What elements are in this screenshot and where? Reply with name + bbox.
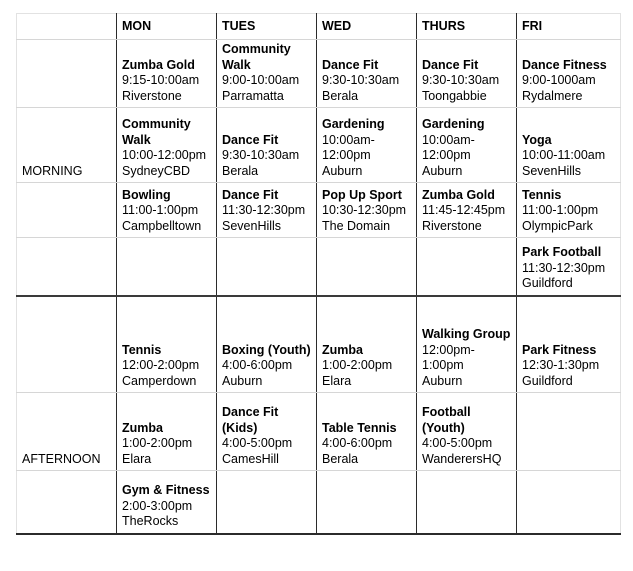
period-label-morning: [17, 108, 117, 183]
activity-time: 10:00am-12:00pm: [422, 132, 475, 163]
activity-time: 10:00am-12:00pm: [322, 132, 375, 163]
column-header-tues: TUES: [217, 14, 317, 40]
column-header-thurs: THURS: [417, 14, 517, 40]
activity-location: SevenHills: [222, 218, 282, 233]
timetable-cell-empty-fri: [517, 393, 621, 471]
activity-title: Dance Fit: [322, 57, 379, 72]
activity-time: 1:00-2:00pm: [322, 358, 393, 373]
activity-timetable: [16, 13, 621, 535]
timetable-cell-tues[interactable]: [217, 393, 317, 471]
activity-location: SevenHills: [522, 163, 582, 178]
activity-title: Tennis: [522, 187, 562, 202]
activity-time: 9:15-10:00am: [122, 73, 200, 88]
activity-location: Rydalmere: [522, 88, 583, 103]
activity-time: 12:30-1:30pm: [522, 358, 600, 373]
activity-location: Berala: [322, 451, 359, 466]
timetable-cell-mon[interactable]: [117, 108, 217, 183]
activity-title: Zumba Gold: [122, 57, 195, 72]
activity-title: Table Tennis: [322, 420, 397, 435]
timetable-cell-wed[interactable]: [317, 183, 417, 238]
period-label-empty: [17, 238, 117, 296]
activity-location: Guildford: [522, 276, 573, 291]
activity-time: 4:00-6:00pm: [222, 358, 293, 373]
activity-time: 2:00-3:00pm: [122, 498, 193, 513]
activity-location: Campbelltown: [122, 218, 202, 233]
timetable-row: [17, 296, 621, 393]
timetable-cell-empty-tues: [217, 238, 317, 296]
timetable-cell-fri[interactable]: [517, 238, 621, 296]
timetable-cell-tues[interactable]: [217, 108, 317, 183]
activity-time: 9:00-1000am: [522, 73, 596, 88]
timetable-cell-wed[interactable]: [317, 393, 417, 471]
activity-location: Berala: [322, 88, 359, 103]
activity-location: TheRocks: [122, 514, 179, 529]
period-label-empty: [17, 183, 117, 238]
activity-title: Gardening: [422, 117, 485, 131]
activity-location: CamesHill: [222, 451, 279, 466]
timetable-body: [17, 14, 621, 534]
timetable-cell-thurs[interactable]: [417, 183, 517, 238]
timetable-cell-mon[interactable]: [117, 40, 217, 108]
activity-location: WanderersHQ: [422, 451, 502, 466]
activity-location: Guildford: [522, 373, 573, 388]
activity-time: 12:00pm-1:00pm: [422, 342, 475, 373]
timetable-row: [17, 393, 621, 471]
activity-title: Walking Group: [422, 327, 511, 341]
activity-time: 10:00-11:00am: [522, 148, 606, 163]
period-label-empty: [17, 40, 117, 108]
column-header-period: [17, 14, 117, 40]
activity-title: Park Fitness: [522, 342, 597, 357]
activity-location: SydneyCBD: [122, 163, 191, 178]
timetable-cell-thurs[interactable]: [417, 393, 517, 471]
timetable-cell-fri[interactable]: [517, 108, 621, 183]
activity-location: Berala: [222, 163, 259, 178]
activity-title: Dance Fit (Kids): [222, 405, 279, 435]
activity-location: Elara: [122, 451, 152, 466]
activity-title: Yoga: [522, 132, 552, 147]
activity-location: Camperdown: [122, 373, 197, 388]
column-header-wed: WED: [317, 14, 417, 40]
activity-time: 9:00-10:00am: [222, 73, 300, 88]
activity-location: The Domain: [322, 218, 391, 233]
activity-time: 4:00-6:00pm: [322, 436, 393, 451]
activity-time: 4:00-5:00pm: [222, 436, 293, 451]
activity-location: Toongabbie: [422, 88, 487, 103]
timetable-cell-empty-wed: [317, 238, 417, 296]
activity-title: Gardening: [322, 117, 385, 131]
timetable-row: [17, 40, 621, 108]
activity-location: Riverstone: [122, 88, 182, 103]
activity-location: Riverstone: [422, 218, 482, 233]
column-header-mon: MON: [117, 14, 217, 40]
activity-title: Dance Fitness: [522, 57, 607, 72]
activity-location: Auburn: [322, 163, 363, 178]
activity-time: 12:00-2:00pm: [122, 358, 200, 373]
activity-time: 11:00-1:00pm: [522, 203, 599, 218]
activity-time: 1:00-2:00pm: [122, 436, 193, 451]
activity-title: Community Walk: [222, 42, 291, 72]
timetable-cell-mon[interactable]: [117, 296, 217, 393]
activity-time: 11:30-12:30pm: [222, 203, 306, 218]
timetable-cell-fri[interactable]: [517, 40, 621, 108]
period-label-empty: [17, 471, 117, 534]
activity-time: 9:30-10:30am: [222, 148, 300, 163]
activity-title: Dance Fit: [222, 187, 279, 202]
timetable-cell-empty-wed: [317, 471, 417, 534]
activity-title: Football (Youth): [422, 405, 471, 435]
activity-time: 4:00-5:00pm: [422, 436, 493, 451]
activity-title: Dance Fit: [222, 132, 279, 147]
activity-location: Parramatta: [222, 88, 284, 103]
timetable-cell-thurs[interactable]: [417, 108, 517, 183]
activity-title: Gym & Fitness: [122, 483, 210, 498]
timetable-cell-thurs[interactable]: [417, 40, 517, 108]
activity-title: Boxing (Youth): [222, 342, 311, 357]
timetable-cell-thurs[interactable]: [417, 296, 517, 393]
timetable-cell-empty-tues: [217, 471, 317, 534]
activity-title: Pop Up Sport: [322, 187, 402, 202]
activity-title: Community Walk: [122, 117, 191, 147]
timetable-cell-empty-mon: [117, 238, 217, 296]
activity-title: Zumba: [122, 420, 163, 435]
activity-title: Park Football: [522, 245, 602, 260]
timetable-cell-mon[interactable]: [117, 471, 217, 534]
period-label-afternoon: [17, 393, 117, 471]
activity-location: Elara: [322, 373, 352, 388]
timetable-cell-fri[interactable]: [517, 296, 621, 393]
activity-title: Tennis: [122, 342, 162, 357]
period-label-empty: [17, 296, 117, 393]
activity-location: Auburn: [422, 163, 463, 178]
activity-time: 11:45-12:45pm: [422, 203, 506, 218]
timetable-cell-empty-thurs: [417, 471, 517, 534]
timetable-cell-wed[interactable]: [317, 296, 417, 393]
activity-title: Dance Fit: [422, 57, 479, 72]
activity-time: 9:30-10:30am: [322, 73, 400, 88]
activity-location: Auburn: [222, 373, 263, 388]
timetable-cell-tues[interactable]: [217, 296, 317, 393]
timetable-cell-wed[interactable]: [317, 40, 417, 108]
timetable-row: [17, 471, 621, 534]
column-header-fri: FRI: [517, 14, 621, 40]
activity-time: 11:00-1:00pm: [122, 203, 199, 218]
timetable-cell-empty-thurs: [417, 238, 517, 296]
timetable-row: [17, 238, 621, 296]
activity-time: 9:30-10:30am: [422, 73, 500, 88]
timetable-cell-tues[interactable]: [217, 40, 317, 108]
activity-time: 10:30-12:30pm: [322, 203, 407, 218]
timetable-cell-empty-fri: [517, 471, 621, 534]
activity-time: 11:30-12:30pm: [522, 260, 606, 275]
activity-title: Zumba Gold: [422, 187, 495, 202]
timetable-cell-tues[interactable]: [217, 183, 317, 238]
timetable-cell-mon[interactable]: [117, 183, 217, 238]
timetable-row: [17, 108, 621, 183]
activity-location: Auburn: [422, 373, 463, 388]
timetable-cell-wed[interactable]: [317, 108, 417, 183]
timetable-header-row: [17, 14, 621, 40]
activity-time: 10:00-12:00pm: [122, 148, 207, 163]
timetable-row: [17, 183, 621, 238]
activity-title: Bowling: [122, 187, 171, 202]
timetable-cell-fri[interactable]: [517, 183, 621, 238]
activity-location: OlympicPark: [522, 218, 593, 233]
period-label-text: AFTERNOON: [22, 451, 101, 466]
period-label-text: MORNING: [22, 163, 83, 178]
activity-title: Zumba: [322, 342, 363, 357]
timetable-cell-mon[interactable]: [117, 393, 217, 471]
